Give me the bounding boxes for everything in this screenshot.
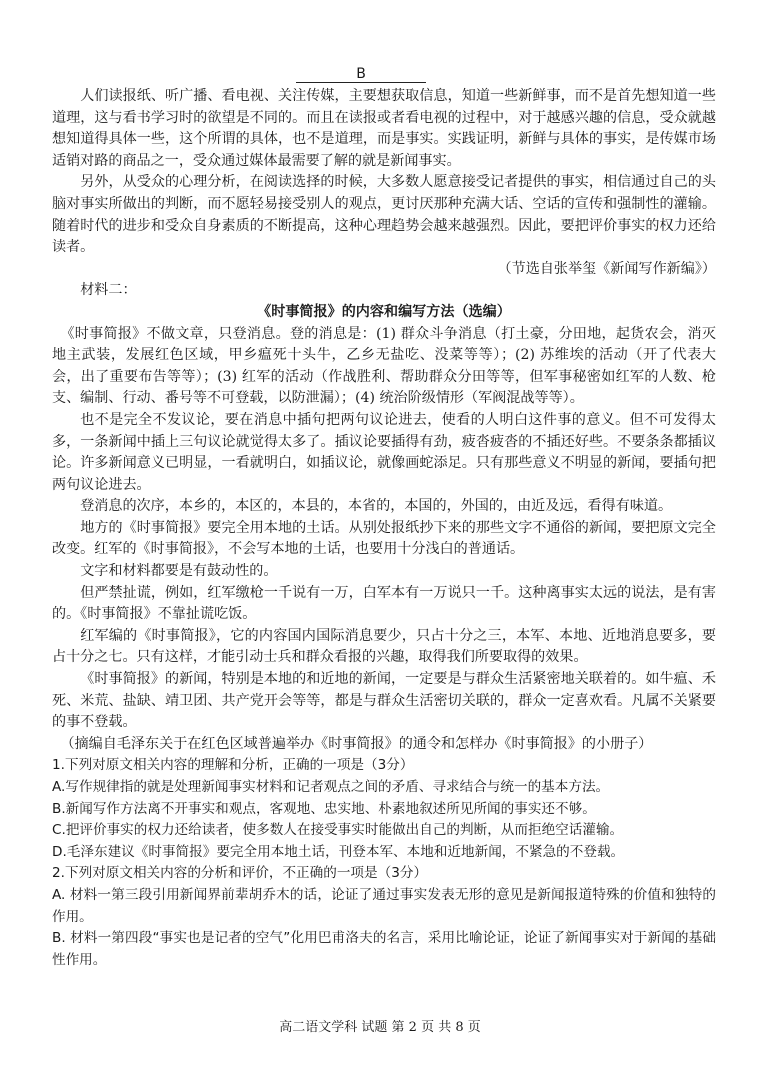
material2-paragraph-5: 文字和材料都要是有鼓动性的。 [80, 563, 278, 580]
question-1-option-b[interactable]: B.新闻写作方法离不开事实和观点，客观地、忠实地、朴素地叙述所见所闻的事实还不够。 [52, 800, 596, 817]
material2-label: 材料二： [80, 282, 137, 299]
material2-paragraph-7: 红军编的《时事简报》，它的内容国内国际消息要少，只占十分之三，本军、本地、近地消息要多，要占十分之七。只有这样，才能引动士兵和群众看报的兴趣，取得我们所要取得的效果。 [52, 627, 716, 666]
question-1-stem: 1.下列对原文相关内容的理解和分析，正确的一项是（3分） [52, 757, 414, 774]
question-2-option-b[interactable]: B. 材料一第四段“事实也是记者的空气”化用巴甫洛夫的名言，采用比喻论证，论证了新闻事实对于新闻的基础性作用。 [52, 930, 716, 968]
section-label: B [296, 66, 426, 83]
question-1-option-c[interactable]: C.把评价事实的权力还给读者，使多数人在接受事实时能做出自己的判断，从而拒绝空话灌输。 [52, 822, 624, 839]
material2-paragraph-1: 《时事简报》不做文章，只登消息。登的消息是：(1) 群众斗争消息（打土豪，分田地，起货农会，消灭地主武装，发展红色区域，甲乡瘟死十头牛，乙乡无盐吃、没菜等等）；(2) 苏维埃的活动（开了代表大会，出了重要布告等等）；(3) 红军的活动（作战胜利、帮助群众分田等等，但军事秘密如红军的人数、枪支、编制、行动、番号等不可登载，以防泄漏）；(4) 统治阶级情形（军阀混战等等）。 [52, 325, 716, 407]
material2-paragraph-6: 但严禁扯谎，例如，红军缴枪一千说有一万，白军本有一万说只一千。这种离事实太远的说法，是有害的。《时事简报》不靠扯谎吃饭。 [52, 584, 716, 623]
material2-paragraph-8: 《时事简报》的新闻，特别是本地的和近地的新闻，一定要是与群众生活紧密地关联着的。如牛瘟、禾死、米荒、盐缺、靖卫团、共产党开会等等，都是与群众生活密切关联的，群众一定喜欢看。凡属不关紧要的事不登载。 [52, 671, 716, 731]
material1-paragraph-1: 人们读报纸、听广播、看电视、关注传媒，主要想获取信息，知道一些新鲜事，而不是首先想知道一些道理，这与看书学习时的欲望是不同的。而且在读报或者看电视的过程中，对于越感兴趣的信息，受众就越想知道得具体一些，这个所谓的具体，也不是道理，而是事实。实践证明，新鲜与具体的事实，是传媒市场适销对路的商品之一，受众通过媒体最需要了解的就是新闻事实。 [52, 88, 716, 169]
material2-source: （摘编自毛泽东关于在红色区域普遍举办《时事简报》的通令和怎样办《时事简报》的小册子） [60, 735, 653, 752]
material2-title: 《时事简报》的内容和编写方法（选编） [257, 303, 511, 320]
material1-source: （节选自张举玺《新闻写作新编》） [497, 260, 716, 277]
material2-paragraph-2: 也不是完全不发议论，要在消息中插句把两句议论进去，使看的人明白这件事的意义。但不可发得太多，一条新闻中插上三句议论就觉得太多了。插议论要插得有劲，疲沓疲沓的不插还好些。不要条条都插议论。许多新闻意义已明显，一看就明白，如插议论，就像画蛇添足。只有那些意义不明显的新闻，要插句把两句议论进去。 [52, 411, 716, 493]
question-1-option-d[interactable]: D.毛泽东建议《时事简报》要完全用本地土话，刊登本军、本地和近地新闻，不紧急的不登载。 [52, 843, 625, 860]
page-footer: 高二语文学科 试题 第 2 页 共 8 页 [279, 1020, 481, 1035]
material2-paragraph-3: 登消息的次序，本乡的，本区的，本县的，本省的，本国的，外国的，由近及远，看得有味道。 [80, 498, 673, 515]
question-1-option-a[interactable]: A.写作规律指的就是处理新闻事实材料和记者观点之间的矛盾、寻求结合与统一的基本方法。 [52, 779, 610, 795]
material1-paragraph-2: 另外，从受众的心理分析，在阅读选择的时候，大多数人愿意接受记者提供的事实，相信通过自己的头脑对事实所做出的判断，而不愿轻易接受别人的观点，更讨厌那种充满大话、空话的宣传和强制性的灌输。随着时代的进步和受众自身素质的不断提高，这种心理趋势会越来越强烈。因此，要把评价事实的权力还给读者。 [52, 174, 716, 256]
question-2-stem: 2.下列对原文相关内容的分析和评价，不正确的一项是（3分） [52, 865, 428, 882]
question-2-option-a[interactable]: A. 材料一第三段引用新闻界前辈胡乔木的话，论证了通过事实发表无形的意见是新闻报道特殊的价值和独特的作用。 [52, 886, 716, 925]
page-content [52, 86, 716, 971]
material2-paragraph-4: 地方的《时事简报》要完全用本地的土话。从别处报纸抄下来的那些文字不通俗的新闻，要把原文完全改变。红军的《时事简报》，不会写本地的土话，也要用十分浅白的普通话。 [52, 519, 716, 558]
